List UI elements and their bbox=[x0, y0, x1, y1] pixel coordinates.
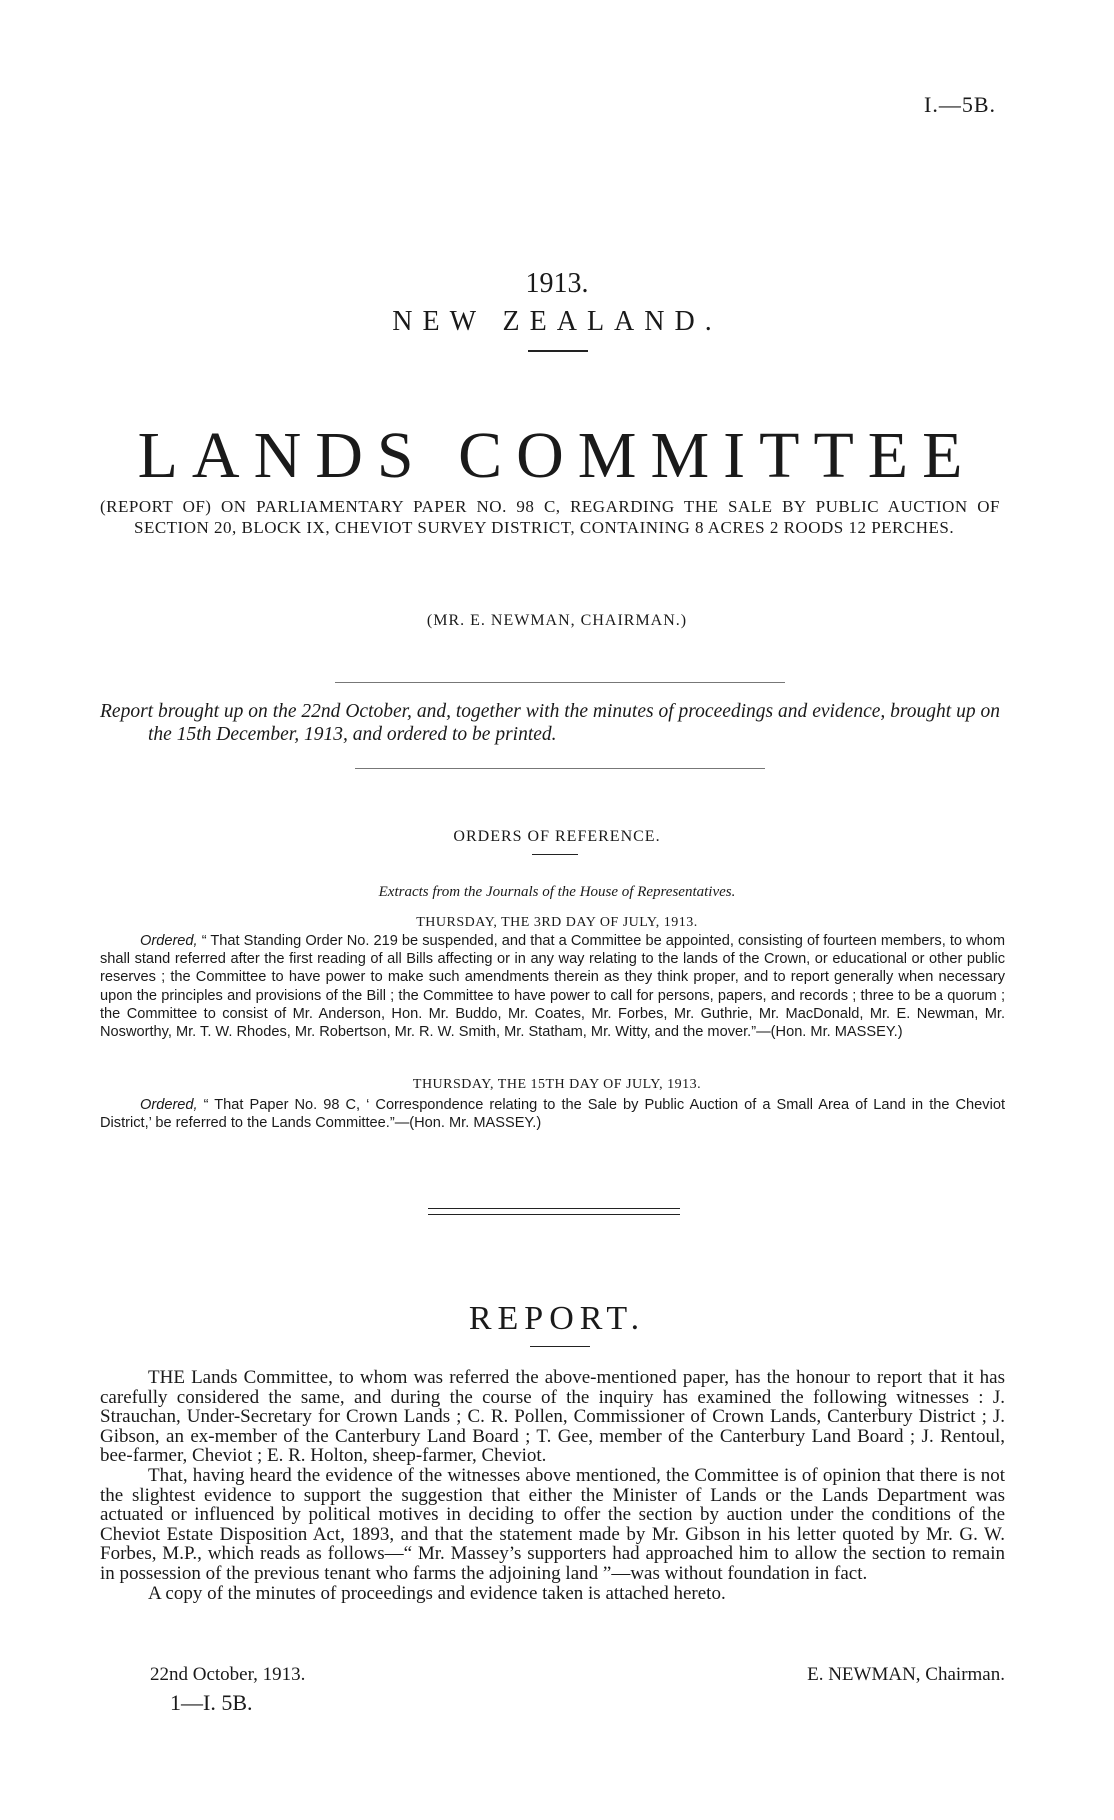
report-note bbox=[100, 700, 1000, 746]
order-body: “ That Paper No. 98 C, ‘ Correspondence relating to the Sale by Public Auction of a Small Area of Land in the Cheviot District,’ be referred to the Lands Committee.”—(Hon. Mr. MASSEY.) bbox=[100, 1097, 1005, 1132]
extracts-line: Extracts from the Journals of the House of Representatives. bbox=[378, 884, 736, 900]
report-note-text: Report brought up on the 22nd October, and, together with the minutes of proceedings and evidence, brought up on the 15th December, 1913, and ordered to be printed. bbox=[100, 701, 1000, 745]
signature: E. NEWMAN, Chairman. bbox=[807, 1664, 1005, 1685]
report-date: 22nd October, 1913. bbox=[150, 1664, 306, 1685]
report-paragraph: A copy of the minutes of proceedings and evidence taken is attached hereto. bbox=[148, 1582, 726, 1604]
orders-heading: ORDERS OF REFERENCE. bbox=[453, 828, 661, 845]
document-title: LANDS COMMITTEE bbox=[137, 419, 977, 492]
divider bbox=[335, 682, 785, 683]
order-lead: Ordered, bbox=[140, 1097, 198, 1113]
chairman-line: (MR. E. NEWMAN, CHAIRMAN.) bbox=[426, 612, 688, 629]
report-paragraph: THE Lands Committee, to whom was referred the above-mentioned paper, has the honour to report that it has carefully considered the same, and during the course of the inquiry has examined the following witnesses : J. Strauchan, Under-Secretary for Crown Lands ; C. R. Pollen, Commissioner of Crown Lands, Canterbury District ; J. Gibson, an ex-member of the Canterbury Land Board ; T. Gee, member of the Canterbury Land Board ; J. Rentoul, bee-farmer, Cheviot ; E. R. Holton, sheep-farmer, Cheviot. bbox=[100, 1367, 1005, 1467]
document-subtitle bbox=[100, 496, 1000, 538]
divider bbox=[532, 854, 578, 855]
order-text bbox=[100, 1096, 1005, 1132]
page-reference: I.—5B. bbox=[924, 92, 996, 117]
divider bbox=[428, 1208, 680, 1209]
order-date: THURSDAY, THE 3RD DAY OF JULY, 1913. bbox=[416, 915, 698, 930]
year-heading: 1913. bbox=[525, 268, 589, 299]
footer-reference: 1—I. 5B. bbox=[170, 1690, 253, 1715]
report-paragraph: That, having heard the evidence of the witnesses above mentioned, the Committee is of opinion that there is not the slightest evidence to support the suggestion that either the Minister of Lands or the Lands Department was actuated or influenced by political motives in deciding to offer the section by auction under the conditions of the Cheviot Estate Disposition Act, 1893, and that the statement made by Mr. Gibson in his letter quoted by Mr. G. W. Forbes, M.P., which reads as follows—“ Mr. Massey’s supporters had approached him to allow the section to remain in possession of the previous tenant who farms the adjoining land ”—was without foundation in fact. bbox=[100, 1464, 1005, 1584]
order-body: “ That Standing Order No. 219 be suspended, and that a Committee be appointed, consisting of fourteen members, to whom shall stand referred after the first reading of all Bills affecting or in any way relating to the lands of the Crown, or educational or other public reserves ; the Committee to have power to make such amendments therein as they think proper, and to report generally when necessary upon the principles and provisions of the Bill ; the Committee to have power to call for persons, papers, and records ; three to be a quorum ; the Committee to consist of Mr. Anderson, Hon. Mr. Buddo, Mr. Coates, Mr. Forbes, Mr. Guthrie, Mr. MacDonald, Mr. E. Newman, Mr. Nosworthy, Mr. T. W. Rhodes, Mr. Robertson, Mr. R. W. Smith, Mr. Statham, Mr. Witty, and the mover.”—(Hon. Mr. MASSEY.) bbox=[100, 933, 1006, 1041]
order-lead: Ordered, bbox=[140, 933, 198, 949]
divider bbox=[428, 1214, 680, 1215]
subtitle-line: (REPORT OF) ON PARLIAMENTARY PAPER NO. 98 C, REGARDING THE SALE BY PUBLIC AUCTION OF SECTION 20, BLOCK IX, CHEVIOT SURVEY DISTRICT, CONTAINING 8 ACRES 2 ROODS 12 PERCHES. bbox=[100, 497, 1000, 537]
report-heading: REPORT. bbox=[468, 1300, 646, 1337]
order-date: THURSDAY, THE 15TH DAY OF JULY, 1913. bbox=[412, 1077, 702, 1092]
report-body bbox=[100, 1368, 1005, 1603]
divider bbox=[530, 1346, 590, 1347]
divider bbox=[528, 350, 588, 352]
order-text bbox=[100, 932, 1005, 1041]
divider bbox=[355, 768, 765, 769]
country-heading: NEW ZEALAND. bbox=[392, 306, 722, 337]
